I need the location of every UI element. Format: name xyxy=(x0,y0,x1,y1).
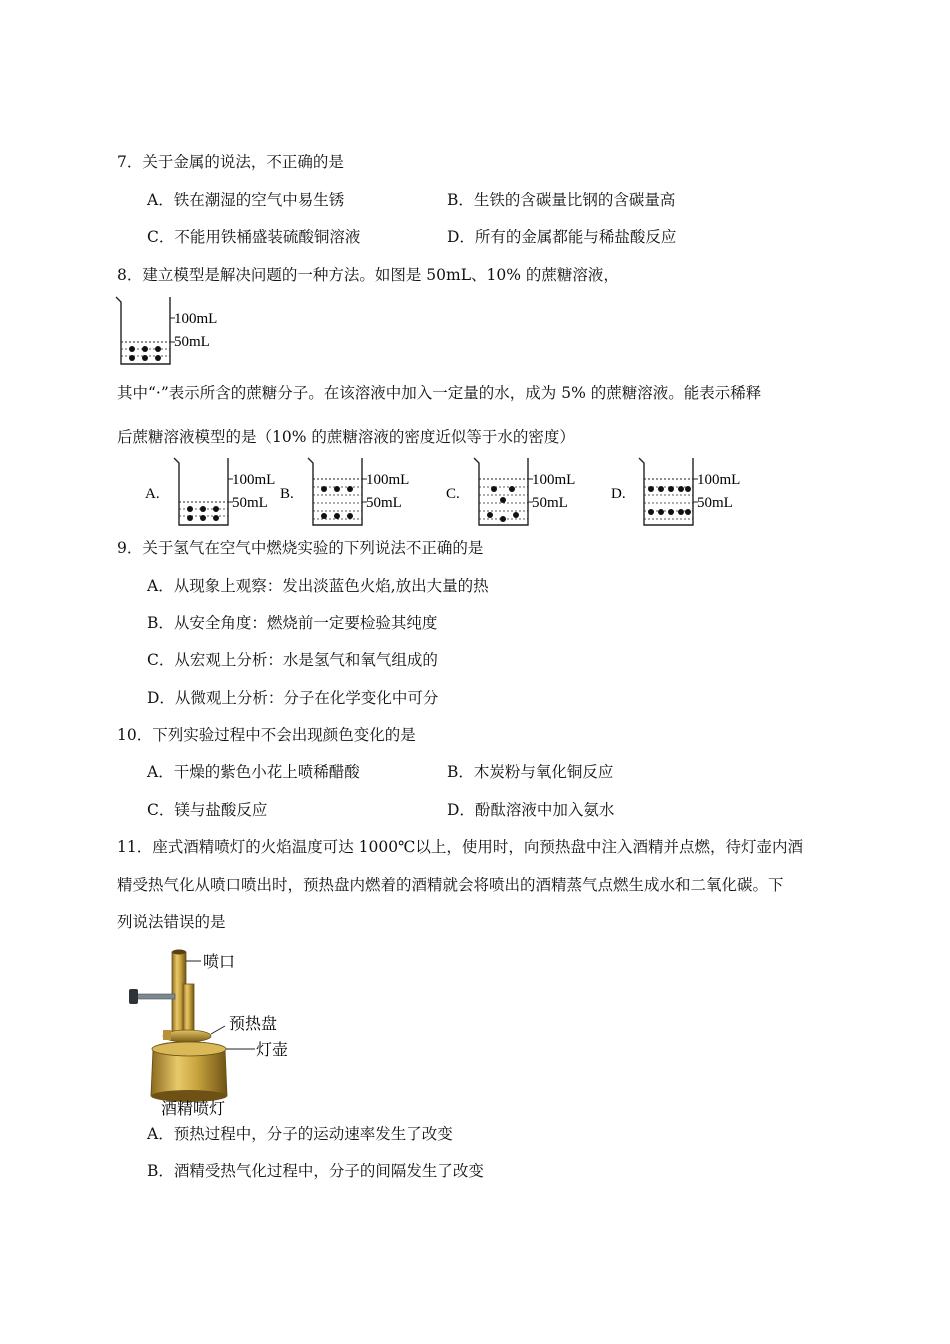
q10-option-b: B．木炭粉与氧化铜反应 xyxy=(447,763,614,781)
q8-line2: 其中“·”表示所含的蔗糖分子。在该溶液中加入一定量的水，成为 5% 的蔗糖溶液。能表示稀释 xyxy=(117,384,762,402)
beaker-option-b xyxy=(308,458,409,525)
q10-stem: 10．下列实验过程中不会出现颜色变化的是 xyxy=(117,726,416,744)
q9-option-d: D．从微观上分析：分子在化学变化中可分 xyxy=(147,689,439,707)
mark-50ml-label: 50mL xyxy=(232,495,268,511)
q7-option-d: D．所有的金属都能与稀盐酸反应 xyxy=(447,228,677,246)
q10-option-a: A．干燥的紫色小花上喷稀醋酸 xyxy=(147,763,360,781)
q11-line1: 11．座式酒精喷灯的火焰温度可达 1000℃以上，使用时，向预热盘中注入酒精并点燃，待灯壶内酒 xyxy=(117,838,803,856)
q7-option-a: A．铁在潮湿的空气中易生锈 xyxy=(147,191,345,209)
q9-stem: 9．关于氢气在空气中燃烧实验的下列说法不正确的是 xyxy=(117,539,484,557)
q8-option-a-letter: A. xyxy=(145,486,160,502)
q9-option-b: B．从安全角度：燃烧前一定要检验其纯度 xyxy=(147,614,438,632)
q8-option-d-letter: D. xyxy=(611,486,626,502)
q8-option-b-figure xyxy=(278,455,423,531)
mark-100ml-label: 100mL xyxy=(174,311,218,327)
q8-option-c-letter: C. xyxy=(446,486,460,502)
mark-100ml-label: 100mL xyxy=(532,472,576,488)
q9-option-c: C．从宏观上分析：水是氢气和氧气组成的 xyxy=(147,651,438,669)
beaker-option-d xyxy=(639,458,740,525)
alcohol-blowlamp-figure xyxy=(125,946,325,1118)
q8-option-c-figure xyxy=(440,455,585,531)
mark-50ml-label: 50mL xyxy=(366,495,402,511)
q9-option-a: A．从现象上观察：发出淡蓝色火焰,放出大量的热 xyxy=(147,577,489,595)
q8-stem: 8．建立模型是解决问题的一种方法。如图是 50mL、10% 的蔗糖溶液， xyxy=(117,266,619,284)
mark-50ml-label: 50mL xyxy=(174,334,210,350)
q7-option-b: B．生铁的含碳量比钢的含碳量高 xyxy=(447,191,676,209)
beaker-original xyxy=(116,297,217,364)
mark-100ml-label: 100mL xyxy=(232,472,276,488)
label-lamp-pot: 灯壶 xyxy=(256,1042,289,1059)
q11-line3: 列说法错误的是 xyxy=(117,913,226,931)
q8-option-b-letter: B. xyxy=(280,486,294,502)
beaker-original-figure xyxy=(112,294,232,370)
q7-option-c: C．不能用铁桶盛装硫酸铜溶液 xyxy=(147,228,361,246)
mark-100ml-label: 100mL xyxy=(697,472,741,488)
figure-caption: 酒精喷灯 xyxy=(161,1101,226,1118)
q8-option-d-figure xyxy=(605,455,750,531)
q8-line3: 后蔗糖溶液模型的是（10% 的蔗糖溶液的密度近似等于水的密度） xyxy=(117,428,575,446)
beaker-option-c xyxy=(474,458,575,525)
q11-option-b: B．酒精受热气化过程中，分子的间隔发生了改变 xyxy=(147,1162,484,1180)
q11-option-a: A．预热过程中，分子的运动速率发生了改变 xyxy=(147,1125,453,1143)
q8-option-a-figure xyxy=(140,455,280,531)
q10-option-c: C．镁与盐酸反应 xyxy=(147,801,268,819)
label-nozzle: 喷口 xyxy=(203,954,236,971)
mark-100ml-label: 100mL xyxy=(366,472,410,488)
label-preheat-dish: 预热盘 xyxy=(229,1016,278,1033)
mark-50ml-label: 50mL xyxy=(697,495,733,511)
beaker-option-a xyxy=(174,458,275,525)
mark-50ml-label: 50mL xyxy=(532,495,568,511)
q7-stem: 7．关于金属的说法，不正确的是 xyxy=(117,153,344,171)
q10-option-d: D．酚酞溶液中加入氨水 xyxy=(447,801,615,819)
q11-line2: 精受热气化从喷口喷出时，预热盘内燃着的酒精就会将喷出的酒精蒸气点燃生成水和二氧化碳。下 xyxy=(117,876,784,894)
